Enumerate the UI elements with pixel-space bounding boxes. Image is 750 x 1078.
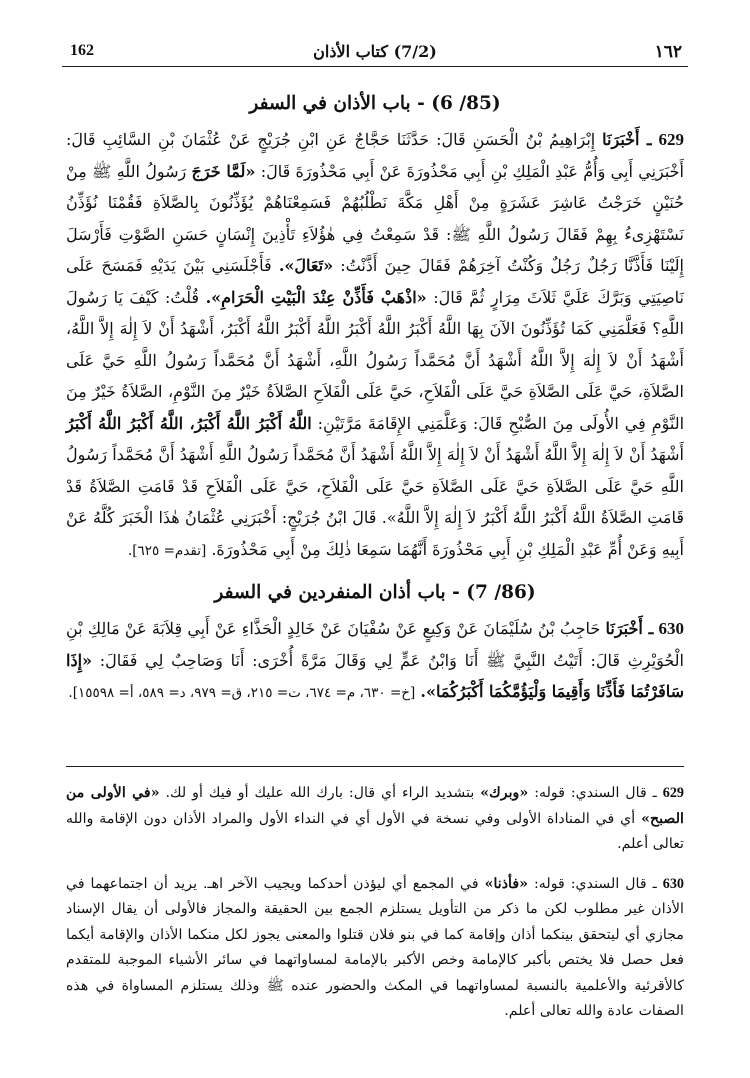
page-number-arabic: ١٦٢ (654, 42, 682, 62)
page-number-latin: 162 (70, 42, 94, 59)
running-header (62, 40, 688, 67)
footnote-lead: ـ قال السندي: قوله: (534, 785, 657, 801)
hadith-quote: «لَمَّا خَرَجَ (191, 161, 256, 181)
section-heading-2: (86/ 7) - باب أذان المنفردين في السفر (214, 582, 536, 603)
hadith-number: 629 (658, 130, 684, 149)
akhbarana-text: أَخْبَرَنَا (605, 619, 643, 638)
footnote-number: 630 (662, 875, 684, 892)
akhbarana-word: ـ أَخْبَرَنَا (602, 130, 652, 149)
footnote-term: «وبرك» (480, 785, 529, 801)
main-text (66, 84, 684, 710)
hadith-quote: «إِذَا سَافَرْتُمَا فَأَذِّنَا وَأَقِيمَا وَلْيَؤُمَّكُمَا أَكْبَرُكُمَا». (66, 650, 684, 701)
cross-reference: [تقدم= ٦٢٥]. (127, 542, 207, 559)
footnote-number: 629 (662, 785, 684, 801)
hadith-text: فَأَجْلَسَنِي بَيْنَ يَدَيْهِ فَمَسَحَ عَلَى نَاصِيَتِي وَبَرَّكَ عَلَيَّ ثَلاَثَ مِرَارٍ ثُمَّ قَالَ: (66, 256, 684, 307)
hadith-text: إِبْرَاهِيمُ بْنُ الْحَسَنِ قَالَ: حَدَّثَنَا حَجَّاجٌ عَنِ ابْنِ جُرَيْجٍ عَنْ عُثْمَانَ بْنِ السَّائِبِ قَالَ: أَخْبَرَنِي أَبِي وَأُمُّ عَبْدِ الْمَلِكِ بْنِ أَبِي مَحْذُورَةَ عَنْ أَبِي مَحْذُورَةَ قَالَ: (66, 130, 684, 181)
hadith-quote: «تَعَالَ». (278, 256, 334, 275)
footnote-text: في المجمع أي ليؤذن أحدكما ويجيب الآخر اهـ. يريد أن اجتماعهما في الأذان غير مطلوب لكن ما ذكر من التأويل يستلزم الجمع بين الحقيقة والمجاز فالأولى أن يقال الإسناد مجازي أي ليتحقق بينكما أذان وإقامة كما في بنو فلان قتلوا والمعنى يجوز لكل منكما الأذان والإقامة أيكما فعل حصل فلا يختص بأكبر كالإمامة وخص الأكبر بالإمامة لمساواتهما في سائر الأشياء الموجبة للمتقدم كالأقرئية والأعلمية بالنسبة لمساواتهما في المكث والحضور عنده ﷺ وذلك يستلزم المساواة في هذه الصفات عادة والله تعالى أعلم. (66, 875, 684, 1019)
akhbarana-word: ـ أَخْبَرَنَا (605, 619, 654, 638)
footnote-630 (66, 872, 684, 1025)
footnote-text: أي في المناداة الأولى وفي نسخة في الأول أي في النداء الأول والمراد الأذان دون الإقامة والله تعالى أعلم. (66, 810, 684, 852)
akhbarana-text: أَخْبَرَنَا (602, 130, 640, 149)
hadith-629 (66, 124, 684, 567)
footnote-629 (66, 781, 684, 858)
hadith-630 (66, 613, 684, 710)
hadith-quote: «اذْهَبْ فَأَذِّنْ عِنْدَ الْبَيْتِ الْحَرَامِ». (205, 287, 427, 307)
chapter-title: (7/2) كتاب الأذان (313, 42, 437, 61)
footnote-term: «فأذنا» (484, 875, 529, 892)
hadith-text: أَشْهَدُ أَنْ لاَ إِلٰهَ إِلاَّ اللَّهُ أَشْهَدُ أَنْ لاَ إِلٰهَ إِلاَّ اللَّهُ أَشْهَدُ أَنَّ مُحَمَّداً رَسُولُ اللَّهِ أَشْهَدُ أَنَّ مُحَمَّداً رَسُولُ اللَّهِ حَيَّ عَلَى الصَّلاَةِ حَيَّ عَلَى الصَّلاَةِ حَيَّ عَلَى الْفَلاَحِ، حَيَّ عَلَى الْفَلاَحِ قَدْ قَامَتِ الصَّلاَةُ قَدْ قَامَتِ الصَّلاَةُ اللَّهُ أَكْبَرُ اللَّهُ أَكْبَرُ لاَ إِلٰهَ إِلاَّ اللَّهُ». قَالَ ابْنُ جُرَيْجٍ: أَخْبَرَنِي عُثْمَانُ هٰذَا الْخَبَرَ كُلَّهُ عَنْ أَبِيهِ وَعَنْ أُمِّ عَبْدِ الْمَلِكِ بْنِ أَبِي مَحْذُورَةَ أَنَّهُمَا سَمِعَا ذٰلِكَ مِنْ أَبِي مَحْذُورَةَ. (66, 445, 684, 559)
footnote-term: «في الأولى من الصبح» (66, 785, 684, 827)
hadith-text: قُلْتُ: كَيْفَ يَا رَسُولَ اللَّهِ؟ فَعَلَّمَنِي كَمَا تُؤَذِّنُونَ الآنَ بِهَا اللَّهُ أَكْبَرُ اللَّهُ أَكْبَرُ اللَّهُ أَكْبَرُ اللَّهُ أَكْبَرُ، أَشْهَدُ أَنْ لاَ إِلٰهَ إِلاَّ اللَّهُ، أَشْهَدُ أَنْ لاَ إِلٰهَ إِلاَّ اللَّهُ أَشْهَدُ أَنَّ مُحَمَّداً رَسُولُ اللَّهِ، أَشْهَدُ أَنَّ مُحَمَّداً رَسُولُ اللَّهِ حَيَّ عَلَى الصَّلاَةِ، حَيَّ عَلَى الصَّلاَةِ حَيَّ عَلَى الْفَلاَحِ، حَيَّ عَلَى الْفَلاَحِ الصَّلاَةُ خَيْرٌ مِنَ النَّوْمِ، الصَّلاَةُ خَيْرٌ مِنَ النَّوْمِ فِي الأُولَى مِنَ الصُّبْحِ قَالَ: وَعَلَّمَنِي الإِقَامَةَ مَرَّتَيْنِ: (66, 287, 685, 433)
hadith-quote: اللَّهُ أَكْبَرُ اللَّهُ أَكْبَرُ، اللَّهُ أَكْبَرُ اللَّهُ أَكْبَرُ (66, 413, 312, 433)
footnotes (66, 766, 684, 1025)
cross-reference: [خ= ٦٣٠، م= ٦٧٤، ت= ٢١٥، ق= ٩٧٩، د= ٥٨٩، أ= ١٥٥٩٨]. (68, 685, 416, 701)
hadith-text: حَاجِبُ بْنُ سُلَيْمَانَ عَنْ وَكِيعٍ عَنْ سُفْيَانَ عَنْ خَالِدٍ الْحَذَّاءِ عَنْ أَبِي قِلاَبَةَ عَنْ مَالِكِ بْنِ الْحُوَيْرِثِ قَالَ: أَتَيْتُ النَّبِيَّ ﷺ أَنَا وَابْنُ عَمٍّ لِي وَقَالَ مَرَّةً أُخْرَى: أَنَا وَصَاحِبٌ لِي فَقَالَ: (66, 619, 684, 670)
hadith-text: رَسُولُ اللَّهِ ﷺ مِنْ حُنَيْنٍ خَرَجْتُ عَاشِرَ عَشَرَةٍ مِنْ أَهْلِ مَكَّةَ نَطْلُبُهُمْ فَسَمِعْنَاهُمْ يُؤَذِّنُونَ بِالصَّلاَةِ فَقُمْنَا نُؤَذِّنُ نَسْتَهْزِىءُ بِهِمْ فَقَالَ رَسُولُ اللَّهِ ﷺ: قَدْ سَمِعْتُ فِي هٰؤُلاَءِ تَأْذِينَ إِنْسَانٍ حَسَنِ الصَّوْتِ فَأَرْسَلَ إِلَيْنَا فَأَذَّنَّا رَجُلٌ رَجُلٌ وَكُنْتُ آخِرَهُمْ فَقَالَ حِينَ أَذَّنْتُ: (66, 161, 684, 275)
footnote-text: بتشديد الراء أي قال: بارك الله عليك أو فيك أو لك. (165, 785, 475, 801)
section-heading-1: (85/ 6) - باب الأذان في السفر (249, 93, 501, 114)
hadith-number: 630 (658, 619, 685, 638)
footnote-lead: ـ قال السندي: قوله: (533, 875, 657, 892)
